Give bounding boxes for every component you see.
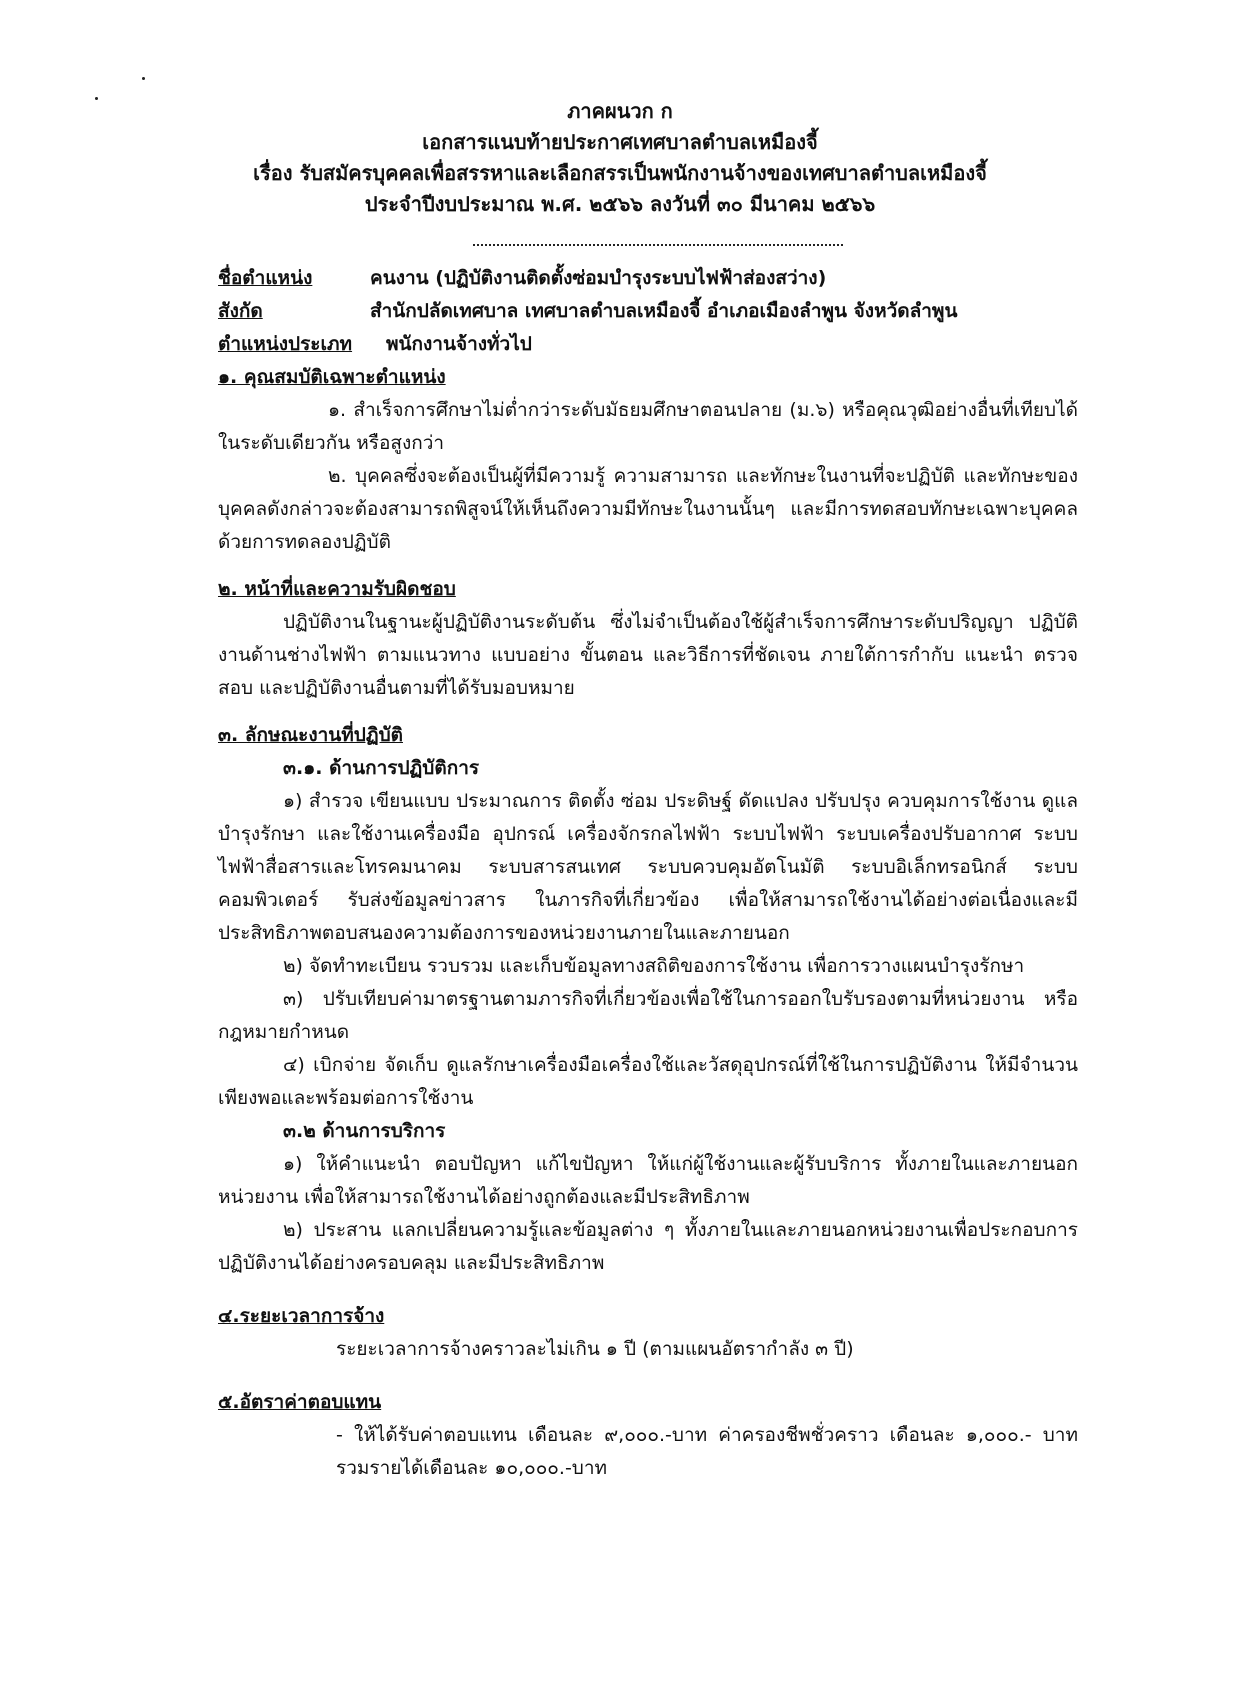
organization-value: สำนักปลัดเทศบาล เทศบาลตำบลเหมืองจี้ อำเภอเมืองลำพูน จังหวัดลำพูน [370,300,958,322]
section-3-1-title: ๓.๑. ด้านการปฏิบัติการ [283,757,480,779]
section-3-2-title: ๓.๒ ด้านการบริการ [283,1120,446,1142]
operation-item-3: ๓) ปรับเทียบค่ามาตรฐานตามภารกิจที่เกี่ยวข้องเพื่อใช้ในการออกใบรับรองตามที่หน่วยงาน หรือกฎหมายกำหนด [218,988,1078,1043]
position-name-label: ชื่อตำแหน่ง [218,267,313,289]
operation-item-4: ๔) เบิกจ่าย จัดเก็บ ดูแลรักษาเครื่องมือเครื่องใช้และวัสดุอุปกรณ์ที่ใช้ในการปฏิบัติงาน ให้มีจำนวนเพียงพอและพร้อมต่อการใช้งาน [218,1054,1078,1109]
section-2-title: ๒. หน้าที่และความรับผิดชอบ [218,578,456,600]
subject-line: เรื่อง รับสมัครบุคคลเพื่อสรรหาและเลือกสรรเป็นพนักงานจ้างของเทศบาลตำบลเหมืองจี้ [253,161,987,185]
position-type-value: พนักงานจ้างทั่วไป [386,333,532,355]
section-1-title: ๑. คุณสมบัติเฉพาะตำแหน่ง [218,366,446,388]
service-item-1: ๑) ให้คำแนะนำ ตอบปัญหา แก้ไขปัญหา ให้แก่ผู้ใช้งานและผู้รับบริการ ทั้งภายในและภายนอกหน่วยงาน เพื่อให้สามารถใช้งานได้อย่างถูกต้องและมีประสิทธิภาพ [218,1153,1078,1208]
section-5-title: ๕.อัตราค่าตอบแทน [218,1391,382,1413]
qualification-item-2: ๒. บุคคลซึ่งจะต้องเป็นผู้ที่มีความรู้ ความสามารถ และทักษะในงานที่จะปฏิบัติ และทักษะของบุคคลดังกล่าวจะต้องสามารถพิสูจน์ให้เห็นถึงความมีทักษะในงานนั้นๆ และมีการทดสอบทักษะเฉพาะบุคคลด้วยการทดลองปฏิบัติ [218,465,1078,553]
compensation-text: - ให้ได้รับค่าตอบแทน เดือนละ ๙,๐๐๐.-บาท ค่าครองชีพชั่วคราว เดือนละ ๑,๐๐๐.- บาท รวมรายได้เดือนละ ๑๐,๐๐๐.-บาท [336,1424,1078,1479]
position-type-row [218,328,1078,361]
scan-speck [142,77,145,80]
service-item-2: ๒) ประสาน แลกเปลี่ยนความรู้และข้อมูลต่าง ๆ ทั้งภายในและภายนอกหน่วยงานเพื่อประกอบการปฏิบัติงานได้อย่างครอบคลุม และมีประสิทธิภาพ [218,1219,1078,1274]
organization-label: สังกัด [218,300,263,322]
position-name-value: คนงาน (ปฏิบัติงานติดตั้งซ่อมบำรุงระบบไฟฟ้าส่องสว่าง) [370,267,827,289]
duties-text: ปฏิบัติงานในฐานะผู้ปฏิบัติงานระดับต้น ซึ่งไม่จำเป็นต้องใช้ผู้สำเร็จการศึกษาระดับปริญญา ปฏิบัติงานด้านช่างไฟฟ้า ตามแนวทาง แบบอย่าง ขั้นตอน และวิธีการที่ชัดเจน ภายใต้การกำกับ แนะนำ ตรวจสอบ และปฏิบัติงานอื่นตามที่ได้รับมอบหมาย [218,611,1078,699]
appendix-title: ภาคผนวก ก [567,99,673,123]
section-3-title: ๓. ลักษณะงานที่ปฏิบัติ [218,724,403,746]
document-body [218,262,1078,1485]
operation-item-1: ๑) สำรวจ เขียนแบบ ประมาณการ ติดตั้ง ซ่อม ประดิษฐ์ ดัดแปลง ปรับปรุง ควบคุมการใช้งาน ดูแลบำรุงรักษา และใช้งานเครื่องมือ อุปกรณ์ เครื่องจักรกลไฟฟ้า ระบบไฟฟ้า ระบบเครื่องปรับอากาศ ระบบไฟฟ้าสื่อสารและโทรคมนาคม ระบบสารสนเทศ ระบบควบคุมอัตโนมัติ ระบบอิเล็กทรอนิกส์ ระบบคอมพิวเตอร์ รับส่งข้อมูลข่าวสาร ในภารกิจที่เกี่ยวข้อง เพื่อให้สามารถใช้งานได้อย่างต่อเนื่องและมีประสิทธิภาพตอบสนองความต้องการของหน่วยงานภายในและภายนอก [218,790,1078,944]
dotted-separator [473,244,843,246]
position-type-label: ตำแหน่งประเภท [218,333,353,355]
qualification-item-1: ๑. สำเร็จการศึกษาไม่ต่ำกว่าระดับมัธยมศึกษาตอนปลาย (ม.๖) หรือคุณวุฒิอย่างอื่นที่เทียบได้ในระดับเดียวกัน หรือสูงกว่า [218,399,1078,454]
fiscal-year-date-line: ประจำปีงบประมาณ พ.ศ. ๒๕๖๖ ลงวันที่ ๓๐ มีนาคม ๒๕๖๖ [364,192,876,216]
organization-row [218,295,1078,328]
employment-period-text: ระยะเวลาการจ้างคราวละไม่เกิน ๑ ปี (ตามแผนอัตรากำลัง ๓ ปี) [336,1338,854,1360]
operation-item-2: ๒) จัดทำทะเบียน รวบรวม และเก็บข้อมูลทางสถิติของการใช้งาน เพื่อการวางแผนบำรุงรักษา [283,955,1025,977]
section-4-title: ๔.ระยะเวลาการจ้าง [218,1305,385,1327]
position-name-row [218,262,1078,295]
document-header [0,96,1240,220]
attachment-title: เอกสารแนบท้ายประกาศเทศบาลตำบลเหมืองจี้ [422,130,818,154]
